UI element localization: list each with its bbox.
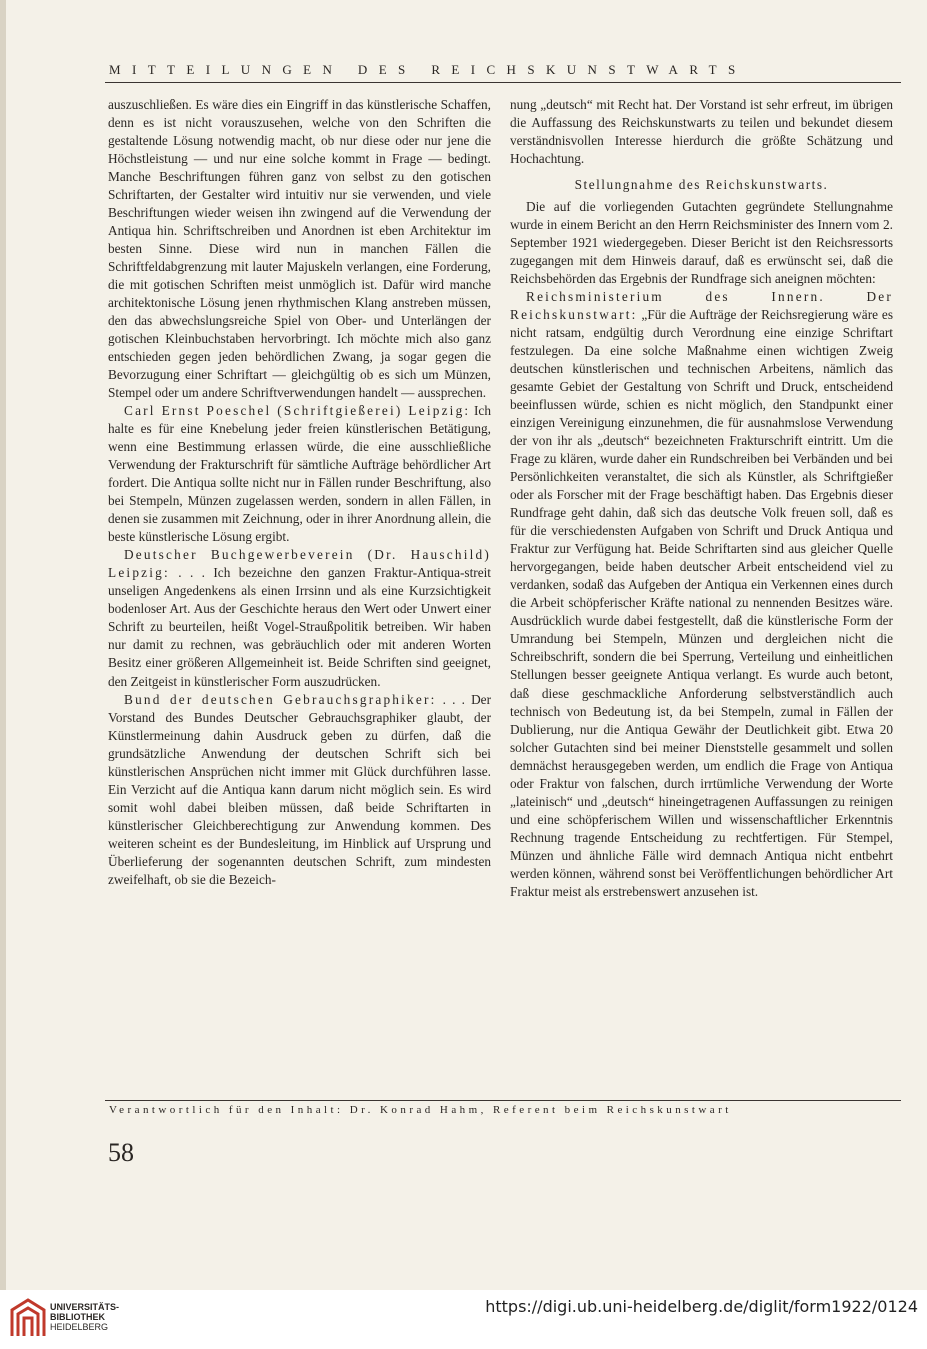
paragraph-text: Ich halte es für eine Knebelung jeder freien künstlerischen Betätigung, wenn eine Bestimmung erlassen würde, die eine ausschließliche Verwendung der Frakturschrift für sämtliche Aufträge behördlicher Art fordert. Die Antiqua sollte nicht nur in Fällen runder Beschriftung, also bei Stempeln, Münzen zugelassen werden, sondern in allen Fällen, in denen sie zusammen mit Zeichnung, oder in ihrer Anordnung allein, die beste künstlerische Lösung ergibt.	[108, 403, 491, 545]
responsibility-line: Verantwortlich für den Inhalt: Dr. Konrad Hahm, Referent beim Reichskunstwart	[109, 1104, 732, 1116]
paragraph	[108, 691, 491, 889]
page-number: 58	[108, 1138, 134, 1167]
library-name-line: UNIVERSITÄTS-	[50, 1302, 120, 1312]
left-column	[108, 96, 491, 889]
paragraph	[108, 546, 491, 690]
paragraph: Die auf die vorliegenden Gutachten gegründete Stellungnahme wurde in einem Bericht an den Herrn Reichsminister des Innern vom 2. September 1921 wiedergegeben. Dieser Bericht ist den Reichsressorts zugegangen mit dem Hinweis darauf, daß es erwünscht sei, daß die Reichsbehörden das Ergebnis der Rundfrage sich aneignen möchten:	[510, 199, 893, 287]
paragraph-lead: Reichsministerium des Innern. Der Reichskunstwart:	[510, 289, 893, 323]
paragraph-lead: Carl Ernst Poeschel (Schriftgießerei) Leipzig:	[124, 403, 471, 419]
library-name-line: HEIDELBERG	[50, 1322, 109, 1332]
library-name[interactable]	[50, 1302, 119, 1332]
paragraph	[108, 402, 491, 546]
paragraph-lead: Bund der deutschen Gebrauchsgraphiker:	[124, 691, 437, 707]
scan-edge	[0, 0, 6, 1290]
section-heading: Stellungnahme des Reichskunstwarts.	[574, 177, 829, 193]
paragraph: nung „deutsch“ mit Recht hat. Der Vorstand ist sehr erfreut, im übrigen die Auffassung des Reichskunstwarts zu teilen und bekundet diesem verständnisvollen Interesse hierdurch die größte Schätzung und Hochachtung.	[510, 97, 893, 167]
paragraph-text: . . . Der Vorstand des Bundes Deutscher Gebrauchsgraphiker glaubt, der Künstlermeinung dahin Ausdruck geben zu dürfen, daß die grundsätzliche Anwendung der deutschen Schrift sich bei künstlerischen Ansprüchen nicht immer mit Glück durchführen lasse. Ein Verzicht auf die Antiqua kann darum nicht möglich sein. Es wird somit wohl dabei bleiben müssen, daß beide Schriftarten in künstlerischer Gleichberechtigung zur Anwendung kommen. Des weiteren scheint es der Bundesleitung, im Hinblick auf Ursprung und Überlieferung der sogenannten deutschen Schrift, zum mindesten zweifelhaft, ob sie die Bezeich-	[108, 691, 492, 887]
paragraph: auszuschließen. Es wäre dies ein Eingriff in das künstlerische Schaffen, denn es ist nicht vorauszusehen, welche von den Schriften die gestaltende Lösung notwendig macht, ob nur diese oder nur jene die Höchstleistung — und nur eine solche kommt in Frage — bedingt. Manche Beschriftungen führen ganz von selbst zu den gotischen Schriftarten, der Gestalter wird intuitiv nur sie verwenden, und viele Beschriftungen wieder weisen ihn zwingend auf die Verwendung der Antiqua hin. Schriftschreiben und Anordnen ist eben Architektur im besten Sinne. Diese wird nun in manchen Fällen die Schriftfeldabgrenzung mit lauter Majuskeln verlangen, eine Forderung, die mit gotischen Schriften meist unmöglich ist. Dafür wird manche architektonische Lösung jenen rhythmischen Klang anstreben müssen, den das abwechslungsreiche Spiel von Ober- und Unterlängen der gotischen Kleinbuchstaben hervorbringt. Ich möchte mich also ganz entschieden gegen jeden behördlichen Zwang, ja sogar gegen die Bevorzugung einer Schriftart — gleichgültig ob es sich um Münzen, Stempel oder um andere Schriftverwendungen handelt — aussprechen.	[108, 97, 491, 401]
paragraph-text: „Für die Aufträge der Reichsregierung wäre es nicht ratsam, endgültig durch Verordnung eine einzige Schriftart festzulegen. Da eine solche Maßnahme einen wichtigen Zweig deutschen künstlerischen und technischen Arbeitens, nämlich das gesamte Gebiet der Gestaltung von Schrift und Druck, entscheidend beeinflussen würde, schien es nicht möglich, den Standpunkt einer einzigen Vereinigung einzunehmen, die für ausnahmslose Verwendung der von ihr als „deutsch“ bezeichneten Frakturschrift eintritt. Um die Frage zu klären, wurde daher ein Rundschreiben bei Verbänden und bei Persönlichkeiten veranstaltet, die sich als Künstler, als Schriftgießer oder als Forscher mit der Frage beschäftigt haben. Das Ergebnis dieser Rundfrage geht dahin, daß sich das deutsche Volk freuen soll, daß es für die verschiedensten Aufgaben von Schrift und Druck Antiqua und Fraktur zur Verfügung hat. Beide Schriftarten sind aus gleicher Quelle hervorgegangen, beide haben deutscher Arbeit entscheidend viel zu verdanken, sodaß das Aufgeben der Antiqua ein Verkennen eines durch die Arbeit schöpferischer Kräfte national zu nennenden Besitzes wäre. Ausdrücklich wurde dabei festgestellt, daß die künstlerische Form der Umrandung bei Stempeln, Münzen und dergleichen nicht die Schreibschrift, sondern die bei Sperrung, Verteilung und einheitlichen Stellungen besser geeignete Antiqua verlangt. Es wurde auch betont, daß diese geschmackliche Anforderung selbstverständlich auch technisch von Bedeutung ist, da bei Stempeln, zumal in Fällen der Dublierung, nur die Antiqua Gewähr der Deutlichkeit gibt. Etwa 20 solcher Gutachten sind bei meiner Dienststelle gesammelt und sollen demnächst herausgegeben werden, um endlich die Frage von Antiqua oder Fraktur von falschen, durch irrtümliche Verwendung der Worte „lateinisch“ und „deutsch“ hineingetragenen Auffassungen zu reinigen und eine schöpferischem Willen und wissenschaftlicher Erkenntnis Rechnung tragende Entscheidung zu rechtfertigen. Für Stempel, Münzen und ähnliche Fälle wird demnach Antiqua nicht entbehrt werden können, während sonst bei Veröffentlichungen behördlicher Art Fraktur meist als erstrebenswert anzusehen ist.	[510, 307, 893, 899]
right-column	[510, 96, 893, 901]
paragraph	[510, 288, 893, 901]
header-rule	[105, 82, 901, 83]
library-name-line: BIBLIOTHEK	[50, 1312, 105, 1322]
paragraph-lead: Deutscher Buchgewerbeverein (Dr. Hauschild) Leipzig:	[108, 547, 491, 581]
paragraph-text: . . . Ich bezeichne den ganzen Fraktur-Antiqua-streit unseligen Angedenkens als einen Irrsinn und als eine Kurzsichtigkeit bodenloser Art. Aus der Geschichte heraus den Wert oder Unwert einer Schrift zu beurteilen, heißt Vogel-Straußpolitik betreiben. Wir haben nur damit zu rechnen, was gebräuchlich oder mit anderen Worten Besitz einer größeren Allgemeinheit ist. Beide Schriften sind geeignet, den Zeitgeist in künstlerischer Form auszudrücken.	[108, 565, 491, 689]
footer-rule	[105, 1100, 901, 1101]
permalink-url[interactable]: https://digi.ub.uni-heidelberg.de/diglit/form1922/0124	[485, 1297, 918, 1316]
library-logo-icon[interactable]	[8, 1296, 48, 1338]
running-header: MITTEILUNGEN DES REICHSKUNSTWARTS	[109, 62, 747, 77]
